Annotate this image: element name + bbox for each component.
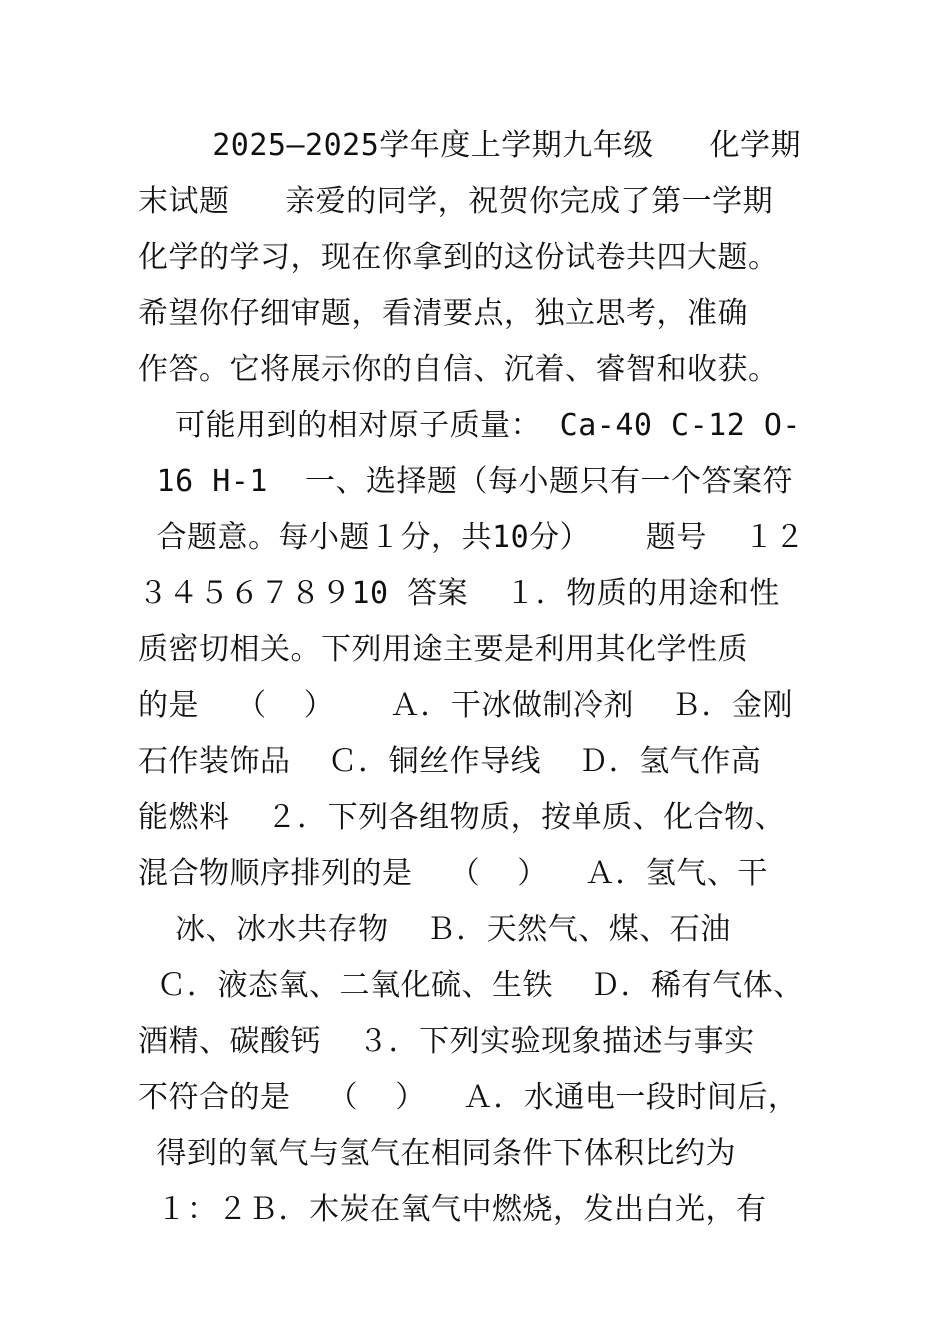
- text-line-3: 化学的学习，现在你拿到的这份试卷共四大题。: [138, 240, 779, 275]
- text-line-1: 2025—2025学年度上学期九年级 化学期: [138, 128, 801, 163]
- text-line-13: 能燃料 ２．下列各组物质，按单质、化合物、: [138, 800, 786, 835]
- text-line-20: １：２Ｂ．木炭在氧气中燃烧，发出白光，有: [138, 1192, 767, 1227]
- text-line-11: 的是 （ ） Ａ．干冰做制冷剂 Ｂ．金刚: [138, 688, 794, 723]
- text-line-15: 冰、冰水共存物 Ｂ．天然气、煤、石油: [138, 912, 731, 947]
- text-line-19: 得到的氧气与氢气在相同条件下体积比约为: [138, 1136, 737, 1171]
- text-line-10: 质密切相关。下列用途主要是利用其化学性质: [138, 632, 748, 667]
- text-line-18: 不符合的是 （ ） Ａ．水通电一段时间后，: [138, 1080, 799, 1115]
- text-line-16: Ｃ．液态氧、二氧化硫、生铁 Ｄ．稀有气体、: [138, 968, 804, 1003]
- text-line-9: ３４５６７８９10 答案 １．物质的用途和性: [138, 576, 780, 611]
- text-line-2: 末试题 亲爱的同学，祝贺你完成了第一学期: [138, 184, 774, 219]
- text-line-4: 希望你仔细审题，看清要点，独立思考，准确: [138, 296, 748, 331]
- text-line-6: 可能用到的相对原子质量： Ca-40 C-12 O-: [138, 408, 801, 443]
- text-line-17: 酒精、碳酸钙 ３．下列实验现象描述与事实: [138, 1024, 755, 1059]
- text-line-8: 合题意。每小题１分，共10分） 题号 １２: [138, 520, 805, 555]
- text-line-12: 石作装饰品 Ｃ．铜丝作导线 Ｄ．氢气作高: [138, 744, 762, 779]
- text-line-5: 作答。它将展示你的自信、沉着、睿智和收获。: [138, 352, 779, 387]
- text-line-7: 16 H-1 一、选择题（每小题只有一个答案符: [138, 464, 794, 499]
- text-line-14: 混合物顺序排列的是 （ ） Ａ．氢气、干: [138, 856, 768, 891]
